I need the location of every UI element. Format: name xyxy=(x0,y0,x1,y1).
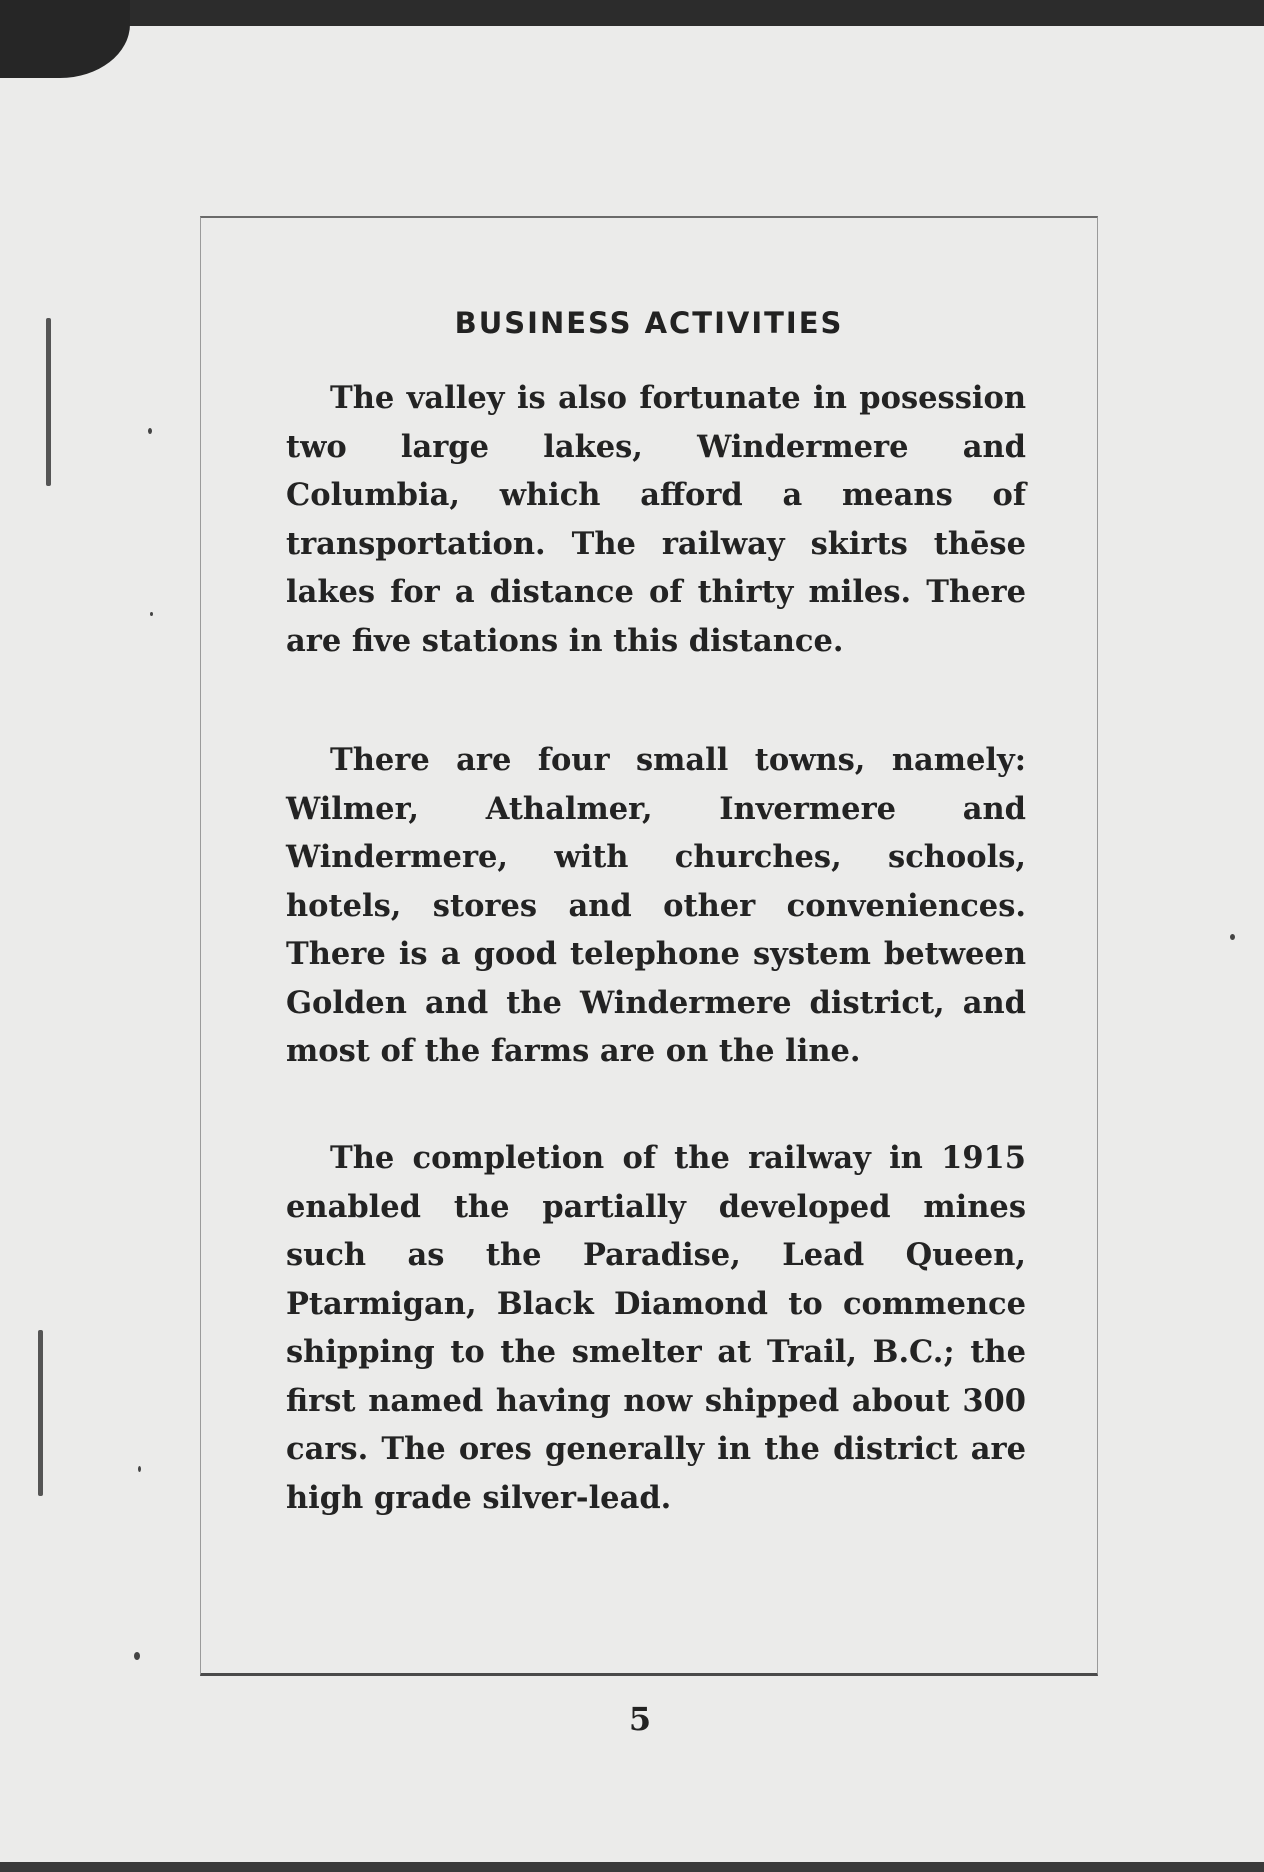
scan-speck xyxy=(1230,934,1235,940)
scan-speck xyxy=(134,1652,140,1660)
section-heading: BUSINESS ACTIVITIES xyxy=(454,306,844,340)
binding-staple-top xyxy=(46,318,51,486)
scan-speck xyxy=(150,612,153,616)
scan-bottom-edge xyxy=(0,1862,1264,1872)
page-number: 5 xyxy=(628,1700,652,1738)
paragraph-lakes: The valley is also fortunate in posession two large lakes, Windermere and Columbia, which afford a means of transportation. The railway skirts thēse lakes for a distance of thirty miles. There are five stations in this distance. xyxy=(286,380,1026,659)
paragraph-mines: The completion of the railway in 1915 enabled the partially developed mines such as the Paradise, Lead Queen, Ptarmigan, Black Diamond to commence shipping to the smelter at Trail, B.C.; the first named having now shipped about 300 cars. The ores generally in the district are high grade silver-lead. xyxy=(286,1140,1026,1516)
scan-speck xyxy=(138,1466,141,1472)
scan-top-edge xyxy=(0,0,1264,26)
paragraph-towns: There are four small towns, namely: Wilmer, Athalmer, Invermere and Windermere, with churches, schools, hotels, stores and other conveniences. There is a good telephone system between Golden and the Windermere district, and most of the farms are on the line. xyxy=(286,742,1026,1069)
binding-staple-bottom xyxy=(38,1330,43,1496)
scan-corner-tear xyxy=(0,0,130,78)
scan-speck xyxy=(148,428,152,434)
